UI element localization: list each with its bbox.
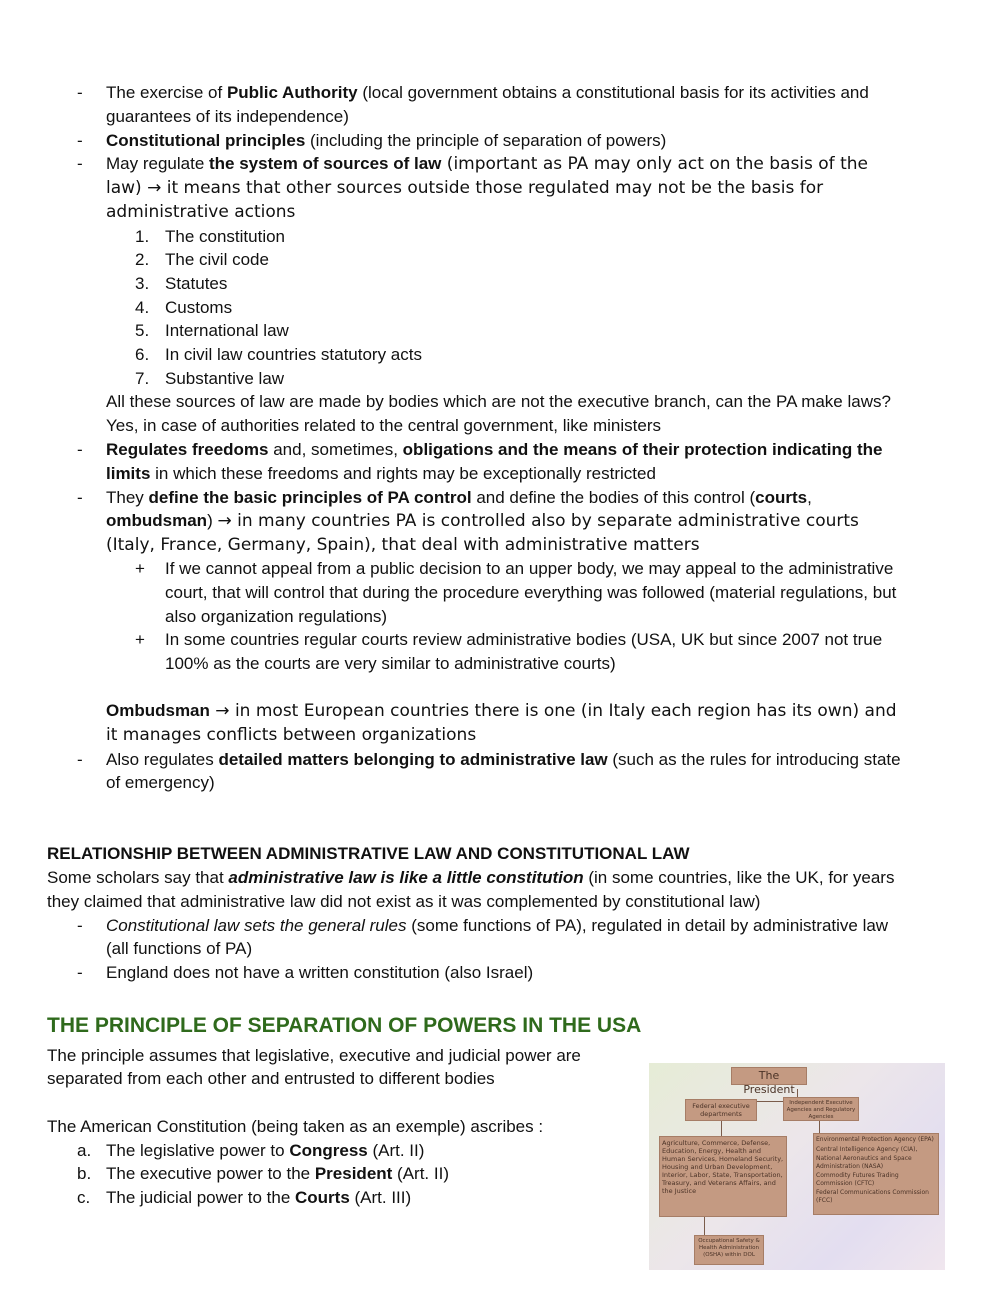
- text-line: court, that will control that during the procedure everything was followed (material regulations, but: [165, 583, 897, 602]
- text: The judicial power to the: [106, 1188, 295, 1207]
- italic-text: Constitutional law sets the general rules: [106, 916, 407, 935]
- section-heading: RELATIONSHIP BETWEEN ADMINISTRATIVE LAW AND CONSTITUTIONAL LAW: [47, 844, 690, 863]
- sub-list-item: If we cannot appeal from a public decision to an upper body, we may appeal to the administrative: [165, 559, 894, 578]
- list-number: 2.: [135, 250, 150, 269]
- plus-marker: +: [135, 559, 145, 578]
- text: (Art. II): [392, 1164, 449, 1183]
- bold-text: courts: [755, 488, 808, 507]
- list-number: 6.: [135, 345, 150, 364]
- list-item-detailed-matters: [106, 748, 901, 772]
- president-box: The President: [731, 1067, 807, 1085]
- text-line: guarantees of its independence): [106, 107, 349, 126]
- text: (such as the rules for introducing state: [607, 750, 901, 769]
- list-item: [106, 1186, 411, 1210]
- list-item-freedoms: [106, 438, 882, 462]
- section-heading-green: THE PRINCIPLE OF SEPARATION OF POWERS IN THE USA: [47, 1014, 642, 1037]
- bold-text: limits: [106, 464, 151, 483]
- text-line: it manages conflicts between organizations: [106, 725, 477, 745]
- bold-text: Courts: [295, 1188, 350, 1207]
- text: (in some countries, like the UK, for years: [583, 868, 895, 887]
- list-number: 4.: [135, 298, 150, 317]
- list-number: 1.: [135, 227, 150, 246]
- list-item: In civil law countries statutory acts: [165, 345, 422, 364]
- list-item-pa-control: [106, 486, 812, 510]
- text: The exercise of: [106, 83, 227, 102]
- text: (some functions of PA), regulated in detail by administrative law: [406, 916, 889, 935]
- list-item: [106, 1162, 449, 1186]
- bold-text: Regulates freedoms: [106, 440, 269, 459]
- list-number: 7.: [135, 369, 150, 388]
- text: The executive power to the: [106, 1164, 315, 1183]
- text: The legislative power to: [106, 1141, 290, 1160]
- agency-item: Environmental Protection Agency (EPA): [816, 1136, 934, 1143]
- agency-item: Central Intelligence Agency (CIA),: [816, 1145, 918, 1153]
- list-letter: a.: [77, 1141, 92, 1160]
- ombudsman-paragraph: [106, 699, 897, 723]
- list-item: England does not have a written constitution (also Israel): [106, 963, 534, 982]
- bullet-marker: -: [77, 154, 83, 173]
- departments-list-box: Agriculture, Commerce, Defense, Education, Energy, Health and Human Services, Homeland Security, Housing and Urban Development, Interior, Labor, State, Transportation, Treasury, and Veterans Affairs, and the Justice: [659, 1136, 787, 1217]
- bullet-marker: -: [77, 488, 83, 507]
- agency-item: Commodity Futures Trading Commission (CFTC): [816, 1172, 899, 1187]
- bold-text: Constitutional principles: [106, 131, 306, 150]
- bullet-marker: -: [77, 131, 83, 150]
- text: in which these freedoms and rights may be exceptionally restricted: [150, 464, 656, 483]
- text: and define the bodies of this control (: [471, 488, 756, 507]
- bold-text: detailed matters belonging to administrative law: [218, 750, 608, 769]
- bold-text: Ombudsman: [106, 701, 210, 720]
- text: (important as PA may only act on the basis of the: [441, 154, 868, 174]
- list-item: [106, 914, 888, 938]
- text-line: [106, 509, 859, 533]
- connector-line: [721, 1121, 722, 1136]
- bold-italic-text: administrative law is like a little constitution: [228, 868, 584, 887]
- text-line: separated from each other and entrusted to different bodies: [47, 1069, 495, 1088]
- text-line: Yes, in case of authorities related to the central government, like ministers: [106, 416, 661, 435]
- agencies-list-box: [813, 1133, 939, 1215]
- list-item-public-authority: [106, 81, 869, 105]
- text-line: The principle assumes that legislative, executive and judicial power are: [47, 1046, 581, 1065]
- list-number: 5.: [135, 321, 150, 340]
- list-item: The constitution: [165, 227, 286, 246]
- agency-item: National Aeronautics and Space Administration (NASA): [816, 1155, 912, 1170]
- text: (Art. III): [349, 1188, 412, 1207]
- text-line: they claimed that administrative law did not exist as it was complemented by constitutional law): [47, 892, 761, 911]
- sub-list-item: In some countries regular courts review administrative bodies (USA, UK but since 2007 not true: [165, 630, 883, 649]
- bullet-marker: -: [77, 440, 83, 459]
- list-letter: b.: [77, 1164, 92, 1183]
- text: ): [207, 511, 218, 530]
- text: They: [106, 488, 149, 507]
- list-item-sources-of-law: [106, 152, 868, 176]
- list-item: Customs: [165, 298, 233, 317]
- text: (local government obtains a constitutional basis for its activities and: [357, 83, 869, 102]
- text: and, sometimes,: [268, 440, 403, 459]
- text: Some scholars say that: [47, 868, 229, 887]
- list-item: Statutes: [165, 274, 228, 293]
- text-line: law) → it means that other sources outside those regulated may not be the basis for: [106, 178, 824, 198]
- text: May regulate: [106, 154, 209, 173]
- agency-item: Federal Communications Commission (FCC): [816, 1189, 929, 1204]
- bullet-marker: -: [77, 750, 83, 769]
- bold-text: the system of sources of law: [209, 154, 442, 173]
- list-item-constitutional-principles: [106, 129, 666, 153]
- org-chart-photo: [649, 1063, 945, 1270]
- plus-marker: +: [135, 630, 145, 649]
- text-line: 100% as the courts are very similar to administrative courts): [165, 654, 616, 673]
- bold-text: President: [314, 1164, 393, 1183]
- bold-text: Congress: [289, 1141, 368, 1160]
- bullet-marker: -: [77, 83, 83, 102]
- list-number: 3.: [135, 274, 150, 293]
- text: → in most European countries there is one (in Italy each region has its own) and: [209, 701, 897, 721]
- text-line: The American Constitution (being taken as an exemple) ascribes :: [47, 1117, 544, 1136]
- independent-agencies-box: Independent Executive Agencies and Regulatory Agencies: [783, 1097, 859, 1121]
- bold-text: define the basic principles of PA control: [148, 488, 472, 507]
- list-item: The civil code: [165, 250, 269, 269]
- text-line: [106, 462, 656, 486]
- list-item: International law: [165, 321, 289, 340]
- bullet-marker: -: [77, 916, 83, 935]
- text-line: of emergency): [106, 773, 215, 792]
- text-line: also organization regulations): [165, 607, 388, 626]
- list-item: [106, 1139, 424, 1163]
- text-line: (Italy, France, Germany, Spain), that deal with administrative matters: [106, 535, 700, 555]
- text: ,: [807, 488, 812, 507]
- bold-text: ombudsman: [106, 511, 208, 530]
- text: Also regulates: [106, 750, 219, 769]
- list-item: Substantive law: [165, 369, 285, 388]
- federal-departments-box: Federal executive departments: [685, 1099, 757, 1121]
- osha-box: Occupational Safety & Health Administration (OSHA) within DOL: [694, 1235, 764, 1265]
- text-line: administrative actions: [106, 202, 296, 222]
- text-line: [47, 866, 894, 890]
- list-letter: c.: [77, 1188, 91, 1207]
- bold-text: obligations and the means of their protection indicating the: [402, 440, 883, 459]
- text: (including the principle of separation of powers): [305, 131, 667, 150]
- bullet-marker: -: [77, 963, 83, 982]
- text: (Art. II): [367, 1141, 425, 1160]
- text-line: All these sources of law are made by bodies which are not the executive branch, can the PA make laws?: [106, 392, 891, 411]
- text: → in many countries PA is controlled also by separate administrative courts: [217, 511, 859, 531]
- text-line: (all functions of PA): [106, 939, 253, 958]
- bold-text: Public Authority: [226, 83, 358, 102]
